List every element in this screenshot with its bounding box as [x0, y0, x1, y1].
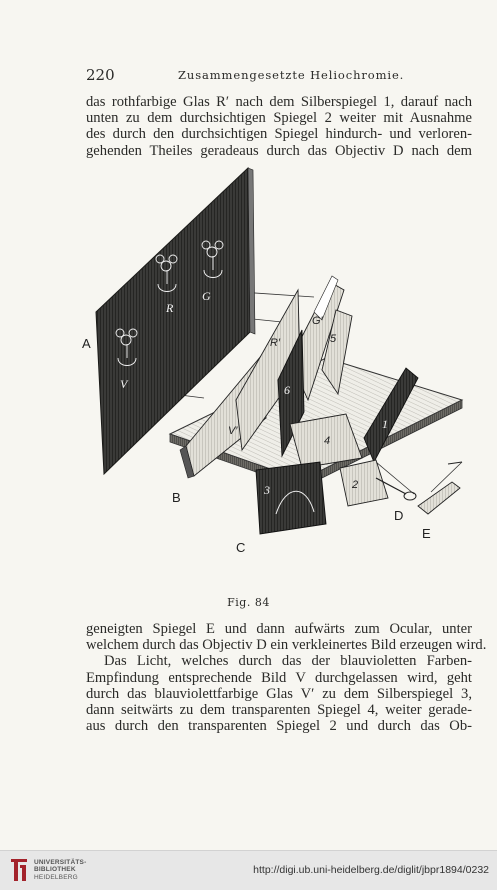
label-1: 1 [382, 417, 388, 431]
text-line: aus durch den transparenten Spiegel 2 und durch das Ob- [86, 718, 472, 735]
inclined-mirror-e [418, 482, 460, 514]
text-line: durch das blauviolettfarbige Glas V′ zu dem Silberspiegel 3, [86, 685, 472, 702]
label-3: 3 [264, 483, 270, 497]
library-footer [0, 850, 497, 890]
library-logo-icon [8, 857, 30, 883]
text-line: des durch den durchsichtigen Spiegel hindurch- und verloren- [86, 126, 472, 143]
label-v-prime: V′ [228, 425, 238, 437]
label-b: B [172, 490, 181, 505]
text-line: geneigten Spiegel E und dann aufwärts zum Ocular, unter [86, 621, 472, 637]
text-line: gehenden Theiles geradeaus durch das Objectiv D nach dem [86, 142, 472, 159]
mirror-3 [256, 462, 326, 534]
label-v: V [120, 377, 128, 391]
paragraph-bottom [86, 621, 487, 735]
library-name [34, 859, 86, 881]
library-name-line: UNIVERSITÄTS- [34, 859, 87, 866]
label-r: R [166, 301, 174, 315]
label-g-prime: G′ [312, 315, 323, 327]
label-e: E [422, 526, 431, 541]
text-line: dann seitwärts zu dem transparenten Spiegel 4, weiter gerade- [86, 701, 472, 718]
running-title: Zusammengesetzte Heliochromie. [178, 68, 405, 82]
text-line: unten zu dem durchsichtigen Spiegel 2 weiter mit Ausnahme [86, 110, 472, 127]
text-line: Empfindung entsprechende Bild V durchgelassen wird, geht [86, 669, 472, 686]
label-4: 4 [324, 435, 331, 447]
label-5: 5 [330, 333, 337, 345]
figure-caption: Fig. 84 [227, 596, 270, 609]
paragraph-top [86, 94, 472, 159]
page-number: 220 [86, 66, 115, 84]
text-line: Das Licht, welches durch das der blauvioletten Farben- [104, 653, 472, 670]
library-name-line: HEIDELBERG [34, 873, 78, 881]
label-6: 6 [284, 383, 290, 397]
text-line: das rothfarbige Glas R′ nach dem Silberspiegel 1, darauf nach [86, 94, 472, 110]
text-line: welchem durch das Objectiv D ein verkleinertes Bild erzeugen wird. [86, 637, 487, 654]
label-2: 2 [352, 479, 359, 491]
label-c: C [236, 540, 246, 555]
label-d: D [394, 508, 404, 523]
library-name-line: BIBLIOTHEK [34, 866, 76, 874]
label-r-prime: R′ [270, 337, 281, 349]
page-header [86, 66, 472, 84]
permalink-url[interactable]: http://digi.ub.uni-heidelberg.de/diglit/jbpr1894/0232 [253, 864, 489, 876]
mirror-2 [340, 460, 388, 506]
figure-illustration [76, 162, 470, 590]
label-g: G [202, 289, 211, 303]
label-a: A [82, 336, 91, 351]
